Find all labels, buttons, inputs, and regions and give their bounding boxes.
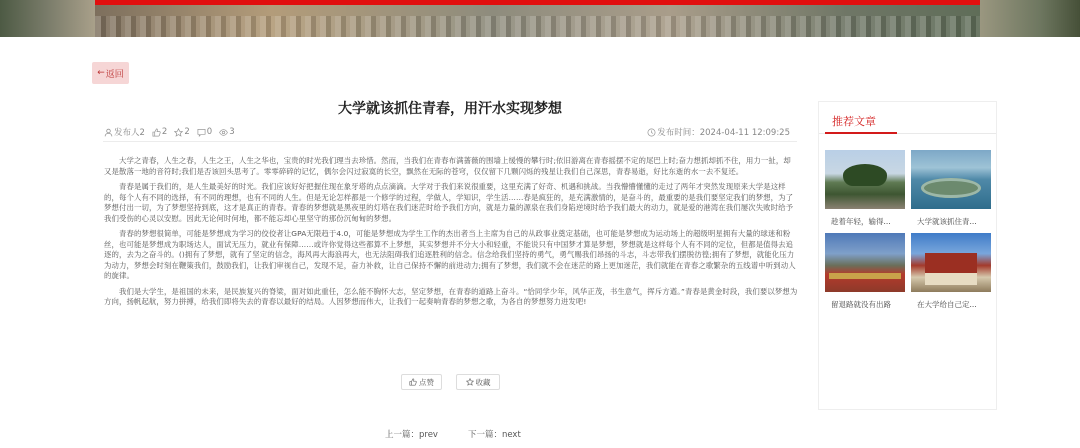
favorite-count-value: 2 — [184, 127, 190, 137]
article-paragraph: 青春的梦想很简单，可能是梦想成为学习的佼佼者让GPA无限趋于4.0，可能是梦想成为学生工作的杰出者当上主席为自己的从政事业奠定基础，也可能是梦想成为运动场上的超级明星拥有大量的球迷和粉丝，也可能是梦想成为职场达人，面试无压力，就业有保障……或许你觉得这些都算不上梦想，其实梦想并不分大小和轻重，不能说只有中国梦才算是梦想，梦想就是这样每个人有不同的定位，但都是值得去追逐的，去为之奋斗的。()拥有了梦想，就有了坚定的信念，海风再大海浪再大，也无法阻碍我们追逐胜利的信念。信念给我们坚持的勇气，勇气赐我们昂扬的斗志，斗志带我们摆脱彷徨;拥有了梦想，就能化压力为动力，梦想会时刻在鞭策我们，鼓励我们，让我们审视自己，发现不足，奋力补救，让自己保持不懈的前进动力;拥有了梦想，我们就不会在迷茫的路上更加迷茫，我们就能在青春之歌繁杂的五线谱中听到动人的旋律。 — [104, 229, 796, 280]
card-caption: 大学就该抓住青... — [917, 217, 977, 226]
card-caption: 留退路就没有出路 — [831, 300, 891, 309]
author-name: 发布人2 — [114, 128, 145, 138]
view-count — [219, 127, 234, 137]
thumbs-up-icon — [152, 128, 161, 137]
next-article-link[interactable]: 下一篇：next — [467, 430, 521, 440]
article-paragraph: 我们是大学生，是祖国的未来，是民族复兴的脊梁，面对如此重任，怎么能不胸怀大志，坚定梦想，在青春的道路上奋斗。“恰同学少年，风华正茂，书生意气，挥斥方遒。”青春是黄金时段，我们要以梦想为方向，扬帆起航，努力拼搏，给我们即将失去的青春以最好的结局。人因梦想而伟大，让我们一起奏响青春的梦想之歌，为各自的梦想努力进发吧! — [104, 286, 798, 306]
view-count-value: 3 — [229, 127, 235, 137]
star-icon — [174, 128, 183, 137]
article-pager — [385, 428, 521, 440]
arrow-left-icon: ← — [97, 68, 105, 78]
sidebar-title: 推荐文章 — [832, 115, 876, 128]
article-thumbnail — [825, 233, 905, 292]
comment-count — [197, 127, 212, 137]
prev-article-link[interactable]: 上一篇：prev — [385, 430, 438, 440]
like-count-value: 2 — [161, 127, 168, 137]
author-info — [104, 126, 145, 138]
recommended-sidebar — [818, 101, 997, 410]
favorite-button[interactable] — [456, 374, 500, 390]
recommended-article-card[interactable] — [911, 233, 991, 310]
article-title: 大学就该抓住青春，用汗水实现梦想 — [338, 101, 562, 117]
article-content — [104, 156, 798, 313]
publish-time-value: 发布时间：2024-04-11 12:09:25 — [657, 128, 790, 138]
article-thumbnail — [825, 150, 905, 209]
like-count — [152, 127, 167, 137]
recommended-article-card[interactable] — [825, 150, 905, 227]
meta-divider — [103, 141, 797, 142]
banner-scenery-left — [0, 0, 95, 37]
publish-time — [647, 126, 790, 138]
article-thumbnail — [911, 233, 991, 292]
recommended-article-card[interactable] — [911, 150, 991, 227]
banner-scenery-right — [980, 0, 1080, 37]
sidebar-title-underline — [825, 132, 897, 134]
sidebar-header — [819, 102, 996, 134]
header-banner — [0, 0, 1080, 37]
banner-image — [95, 0, 980, 37]
card-caption: 趁着年轻，输得... — [831, 217, 891, 226]
like-button-label: 点赞 — [419, 377, 434, 387]
banner-accent-bar — [95, 0, 980, 5]
user-icon — [104, 128, 113, 137]
article-paragraph: 大学之青春，人生之春，人生之王，人生之华也，宝贵的时光我们理当去珍惜。然而，当我们在青春布满蔷薇的围墙上缓慢的攀行时;依旧游离在青春摇摆不定的尾巴上时;奋力想抓却抓不住，用力一扯，却又是散落一地的音符时;我们是否该回头思考了。零零碎碎的记忆，偶尔会闪过寂寞的长空，飘然在无际的苍穹，仅仅留下几颗闪烁的残星让我们自己深思，青春易逝，好比东逝的水一去不复还。 — [104, 156, 791, 176]
clock-icon — [647, 128, 656, 137]
comment-icon — [197, 128, 206, 137]
recommended-article-card[interactable] — [825, 233, 905, 310]
article-thumbnail — [911, 150, 991, 209]
favorite-button-label: 收藏 — [475, 377, 491, 387]
comment-count-value: 0 — [206, 127, 213, 137]
star-icon — [466, 378, 474, 386]
article-actions — [0, 374, 900, 390]
article-paragraph: 青春是属于我们的，是人生最美好的时光。我们应该好好把握住现在象牙塔的点点滴滴。大学对于我们来说很重要，这里充满了好奇、机遇和挑战。当我懵懵懂懂的走过了两年才突然发现原来大学是这样的，每个人有不同的选择，有不同的理想，也有不同的人生。但是无论怎样都是一个修学的过程，学做人，学知识，学生活……春是疯狂的，是充满激情的，是奋斗的，最重要的是我们要坚定我们的梦想，为了梦想付出一切，为了梦想坚持到底，这才是真正的青春。青春的梦想就是黑夜里的灯塔在我们迷茫时给予我们方向，就是力量的源泉在我们身陷逆境时给予我们最大的动力，就是爱的港湾在我们屡次失败时给予我们受伤的心灵以安慰。因此无论何时何地，都不能忘却心里坚守的那份沉甸甸的梦想。 — [104, 182, 794, 223]
eye-icon — [219, 128, 228, 137]
like-button[interactable] — [401, 374, 442, 390]
favorite-count — [174, 127, 189, 137]
article-meta — [104, 126, 790, 138]
card-caption: 在大学给自己定... — [917, 300, 977, 309]
thumbs-up-icon — [409, 378, 417, 386]
back-button[interactable] — [92, 62, 129, 84]
back-button-label: 返回 — [105, 69, 124, 80]
